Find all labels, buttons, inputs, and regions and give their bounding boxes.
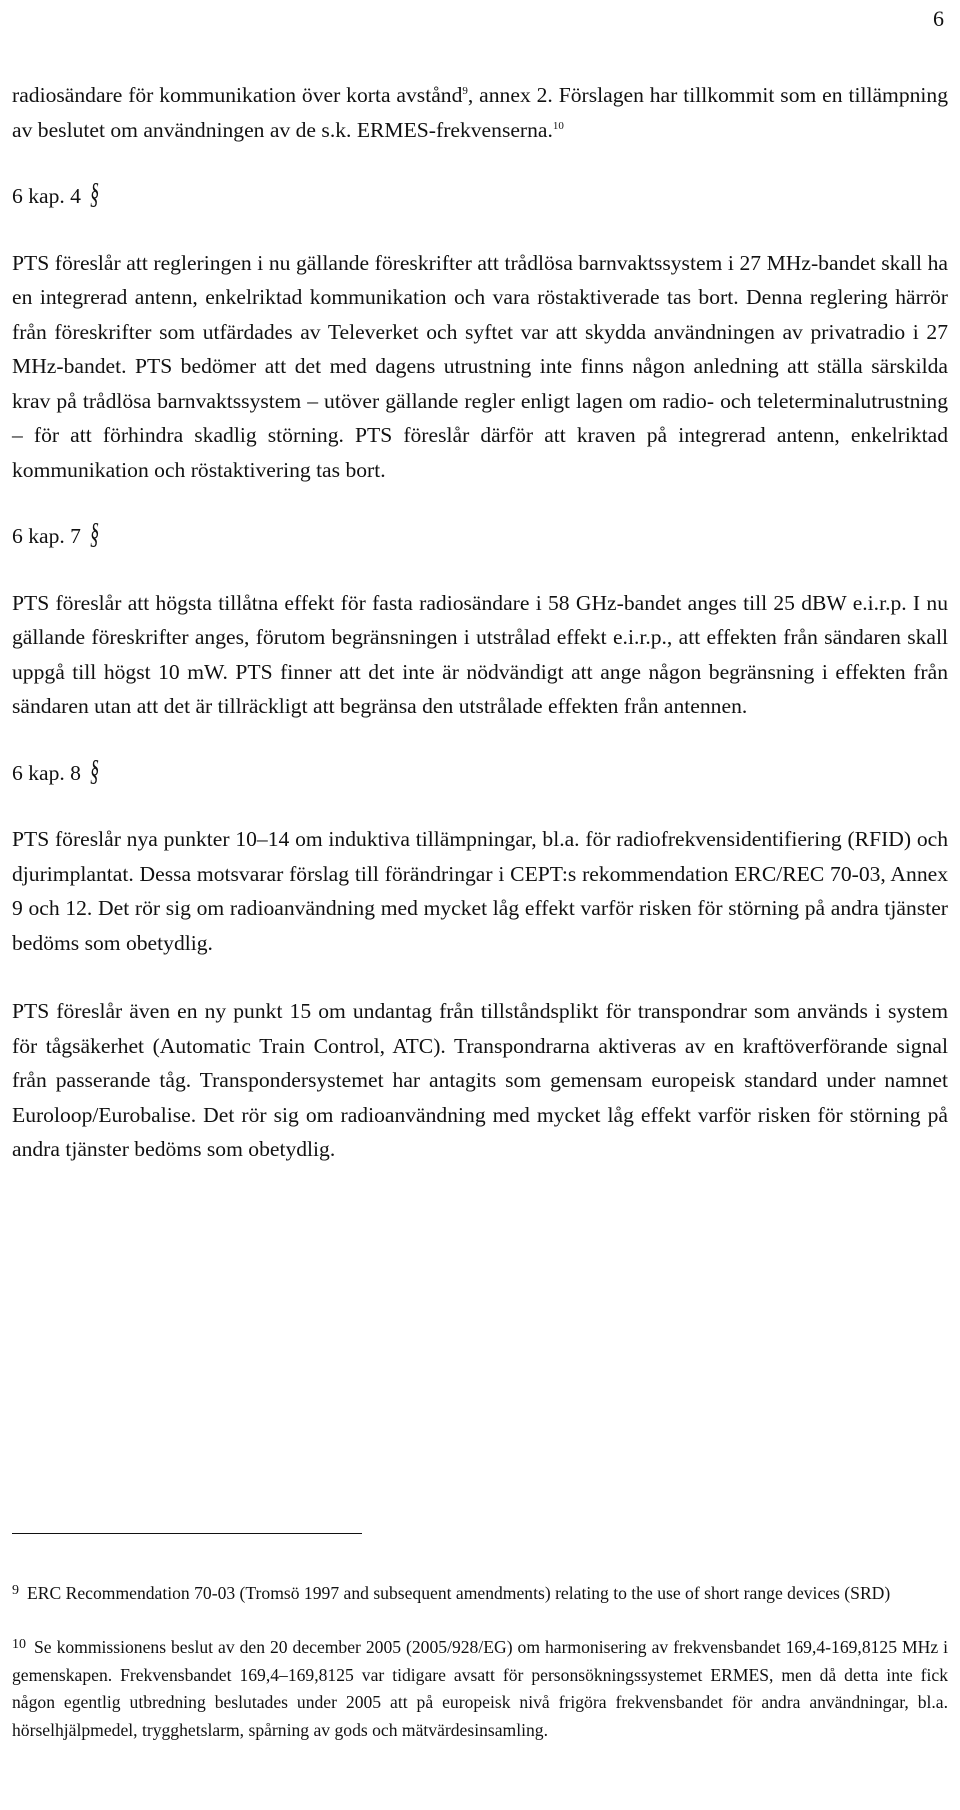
footnote-ref-9[interactable]: 9 xyxy=(462,85,468,97)
section-symbol: § xyxy=(89,753,99,787)
section-symbol: § xyxy=(89,177,99,210)
section-8-paragraph-2: PTS föreslår även en ny punkt 15 om undantag från tillståndsplikt för transpondrar som används i system för tågsäkerhet (Automatic Train Control, ATC). Transpondrarna aktiveras av en kraftöverförande signal från passerande tåg. Transpondersystemet har antagits som gemensam europeisk standard under namnet Euroloop/Eurobalise. Det rör sig om radioanvändning med mycket låg effekt varför risken för störning på andra tjänster bedöms som obetydlig. xyxy=(12,999,948,1161)
page-number: 6 xyxy=(933,6,944,31)
footnotes xyxy=(12,1577,948,1768)
footnote-9 xyxy=(12,1577,948,1607)
section-heading-label: 6 kap. 8 xyxy=(12,760,81,785)
footnote-divider xyxy=(12,1533,362,1534)
footnote-10 xyxy=(12,1631,948,1744)
section-heading-4 xyxy=(12,179,948,214)
paragraph-spacer xyxy=(12,960,948,994)
footnote-text: Se kommissionens beslut av den 20 december 2005 (2005/928/EG) om harmonisering av frekvensbandet 169,4-169,8125 MHz i gemenskapen. Frekvensbandet 169,4–169,8125 var tidigare avsatt för personsökningssystemet ERMES, men då detta inte fick någon egentlig utbredning beslutades under 2005 att på europeisk nivå frigöra frekvensbandet för andra användningar, bl.a. hörselhjälpmedel, trygghetslarm, spårning av gods och mätvärdesinsamling. xyxy=(12,1637,948,1740)
footnote-number: 9 xyxy=(12,1583,19,1598)
section-heading-8 xyxy=(12,753,948,791)
intro-paragraph xyxy=(12,78,948,147)
footnote-ref-10[interactable]: 10 xyxy=(552,119,564,132)
section-heading-label: 6 kap. 4 xyxy=(12,184,81,208)
footnote-text: ERC Recommendation 70-03 (Tromsö 1997 and subsequent amendments) relating to the use of short range devices (SRD) xyxy=(27,1583,891,1603)
section-7-paragraph-1: PTS föreslår att högsta tillåtna effekt för fasta radiosändare i 58 GHz-bandet anges till 25 dBW e.i.r.p. I nu gällande föreskrifter anges, förutom begränsningen i utstrålad effekt e.i.r.p., att effekten från sändaren skall uppgå till högst 10 mW. PTS finner att det inte är nödvändigt att ange någon begränsning i effekten från sändaren utan att det är tillräckligt att begränsa den utstrålade effekten från antennen. xyxy=(12,590,948,718)
intro-text-a: radiosändare för kommunikation över korta avstånd xyxy=(12,83,463,107)
footnote-number: 10 xyxy=(12,1637,26,1653)
section-heading-7 xyxy=(12,519,948,554)
section-4-paragraph-1: PTS föreslår att regleringen i nu gällande föreskrifter att trådlösa barnvaktssystem i 27 MHz-bandet skall ha en integrerad antenn, enkelriktad kommunikation och vara röstaktiverade tas bort. Denna reglering härrör från föreskrifter som utfärdades av Televerket och syftet var att skydda användningen av privatradio i 27 MHz-bandet. PTS bedömer att det med dagens utrustning inte finns någon anledning att ställa särskilda krav på trådlösa barnvaktssystem – utöver gällande regler enligt lagen om radio- och teleterminalutrustning – för att förhindra skadlig störning. PTS föreslår därför att kraven på integrerad antenn, enkelriktad kommunikation och röstaktivering tas bort. xyxy=(12,250,948,482)
section-8-paragraph-1: PTS föreslår nya punkter 10–14 om induktiva tillämpningar, bl.a. för radiofrekvensidentifiering (RFID) och djurimplantat. Dessa motsvarar förslag till förändringar i CEPT:s rekommendation ERC/REC 70-03, Annex 9 och 12. Det rör sig om radioanvändning med mycket låg effekt varför risken för störning på andra tjänster bedöms som obetydlig. xyxy=(12,827,948,955)
intro-text-b: , annex 2. Förslagen har tillkommit som en tillämpning av beslutet om användningen av de s.k. ERMES-frekvenserna. xyxy=(12,83,949,142)
section-heading-label: 6 kap. 7 xyxy=(12,524,81,548)
document-body xyxy=(12,78,948,1167)
section-symbol: § xyxy=(89,517,99,550)
